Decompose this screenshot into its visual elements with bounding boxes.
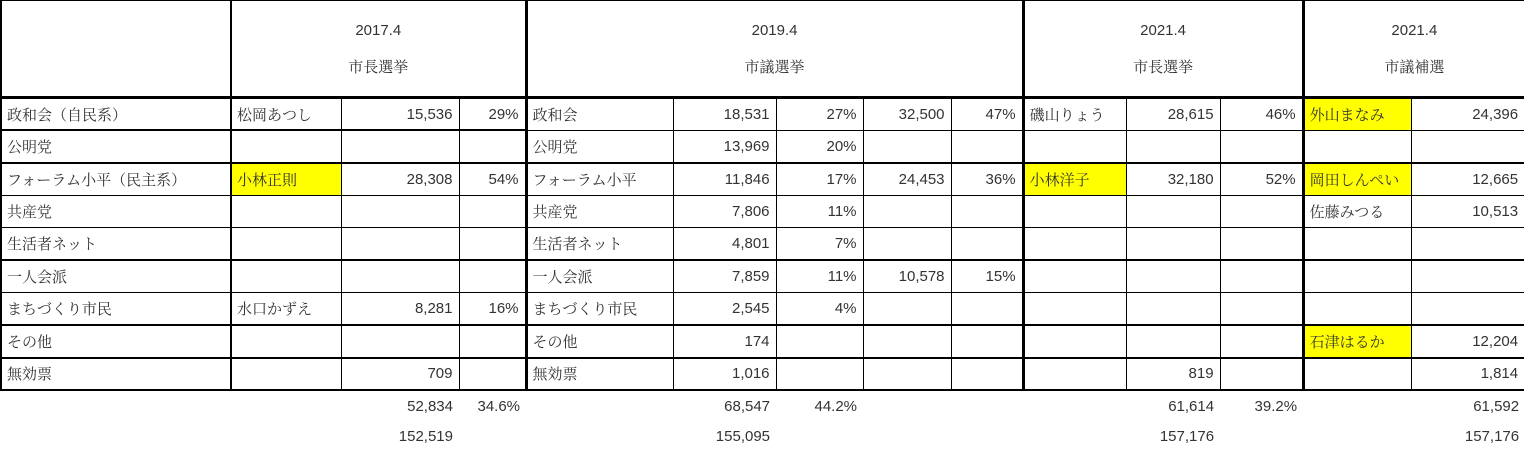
percent-cell [1220, 195, 1303, 228]
votes-cell: 18,531 [673, 98, 776, 131]
empty-cell [863, 390, 951, 421]
candidate-cell: 小林洋子 [1023, 163, 1126, 196]
percent-cell: 7% [776, 228, 863, 261]
percent-cell: 4% [776, 293, 863, 326]
percent-cell: 17% [776, 163, 863, 196]
percent-cell: 20% [776, 130, 863, 163]
party-label-cell: 共産党 [526, 195, 673, 228]
votes-cell: 1,814 [1411, 358, 1524, 391]
votes-cell: 7,806 [673, 195, 776, 228]
party-label-cell: 政和会（自民系） [1, 98, 231, 131]
votes-cell [1126, 228, 1220, 261]
candidate-cell [231, 130, 341, 163]
votes-cell: 32,180 [1126, 163, 1220, 196]
votes-cell [863, 130, 951, 163]
percent-cell: 46% [1220, 98, 1303, 131]
turnout-percent-cell: 34.6% [477, 397, 521, 415]
percent-cell: 54% [459, 163, 526, 196]
party-label-cell: その他 [526, 325, 673, 358]
total-votes-cell: 68,547 [724, 397, 771, 415]
percent-cell: 15% [951, 260, 1023, 293]
candidate-cell [231, 260, 341, 293]
header-section-2019.4-市議選挙 [526, 1, 1023, 98]
empty-cell [776, 421, 863, 452]
votes-cell: 1,016 [673, 358, 776, 391]
header-election-kind: 市議選挙 [744, 58, 805, 76]
table-row [1, 260, 1524, 293]
candidate-cell [1023, 228, 1126, 261]
empty-cell [1023, 421, 1126, 452]
header-section-2021.4-市長選挙 [1023, 1, 1303, 98]
table-row [1, 358, 1524, 391]
votes-cell: 11,846 [673, 163, 776, 196]
party-label-cell: 公明党 [526, 130, 673, 163]
votes-cell [341, 228, 459, 261]
header-corner-cell [1, 1, 231, 98]
empty-cell [526, 390, 673, 421]
votes-cell [1126, 293, 1220, 326]
percent-cell: 11% [776, 195, 863, 228]
party-label-cell: 無効票 [1, 358, 231, 391]
total-votes-cell: 52,834 [407, 397, 453, 415]
total-votes-cell: 155,095 [715, 428, 771, 445]
header-election-kind: 市長選挙 [1133, 58, 1194, 76]
empty-cell [231, 390, 341, 421]
votes-cell [1126, 325, 1220, 358]
empty-cell [863, 421, 951, 452]
votes-cell: 7,859 [673, 260, 776, 293]
percent-cell: 47% [951, 98, 1023, 131]
empty-cell [1220, 421, 1303, 452]
empty-cell [1, 421, 231, 452]
candidate-cell [1023, 325, 1126, 358]
candidate-cell [231, 195, 341, 228]
header-date: 2017.4 [355, 21, 402, 39]
percent-cell: 36% [951, 163, 1023, 196]
votes-cell: 28,615 [1126, 98, 1220, 131]
percent-cell [951, 130, 1023, 163]
votes-cell: 2,545 [673, 293, 776, 326]
header-date: 2021.4 [1140, 21, 1187, 39]
empty-cell [951, 390, 1023, 421]
candidate-cell [1023, 358, 1126, 391]
table-row [1, 325, 1524, 358]
table-row [1, 130, 1524, 163]
total-votes-cell: 157,176 [1159, 428, 1215, 445]
percent-cell [459, 325, 526, 358]
votes-cell [863, 358, 951, 391]
header-row [1, 1, 1524, 98]
percent-cell [1220, 228, 1303, 261]
percent-cell: 11% [776, 260, 863, 293]
votes-cell [341, 130, 459, 163]
party-label-cell: まちづくり市民 [1, 293, 231, 326]
candidate-cell [1303, 130, 1411, 163]
candidate-cell [1023, 260, 1126, 293]
votes-cell [341, 195, 459, 228]
candidate-cell: 岡田しんぺい [1303, 163, 1411, 196]
candidate-cell [1303, 293, 1411, 326]
candidate-cell [1303, 228, 1411, 261]
votes-cell: 13,969 [673, 130, 776, 163]
header-election-kind: 市長選挙 [348, 58, 409, 76]
percent-cell [1220, 325, 1303, 358]
percent-cell: 29% [459, 98, 526, 131]
empty-cell [951, 421, 1023, 452]
party-label-cell: 生活者ネット [1, 228, 231, 261]
votes-cell [1126, 130, 1220, 163]
percent-cell [951, 293, 1023, 326]
party-label-cell: 無効票 [526, 358, 673, 391]
candidate-cell [1023, 293, 1126, 326]
percent-cell [951, 325, 1023, 358]
percent-cell [776, 358, 863, 391]
total-votes-cell: 61,592 [1473, 397, 1520, 415]
votes-cell: 24,396 [1411, 98, 1524, 131]
party-label-cell: まちづくり市民 [526, 293, 673, 326]
turnout-percent-cell: 39.2% [1254, 397, 1298, 415]
total-votes-cell: 157,176 [1464, 428, 1520, 445]
votes-cell: 10,513 [1411, 195, 1524, 228]
empty-cell [231, 421, 341, 452]
party-label-cell: 共産党 [1, 195, 231, 228]
empty-cell [526, 421, 673, 452]
empty-cell [1023, 390, 1126, 421]
table-row [1, 293, 1524, 326]
header-date: 2019.4 [751, 21, 798, 39]
votes-cell: 12,204 [1411, 325, 1524, 358]
votes-cell: 174 [673, 325, 776, 358]
candidate-cell [231, 228, 341, 261]
votes-cell: 819 [1126, 358, 1220, 391]
turnout-percent-cell: 44.2% [814, 397, 858, 415]
totals-row [1, 390, 1524, 421]
header-election-kind: 市議補選 [1384, 58, 1445, 76]
votes-cell: 32,500 [863, 98, 951, 131]
party-label-cell: フォーラム小平 [526, 163, 673, 196]
votes-cell: 709 [341, 358, 459, 391]
candidate-cell: 外山まなみ [1303, 98, 1411, 131]
votes-cell: 12,665 [1411, 163, 1524, 196]
percent-cell [459, 358, 526, 391]
header-date: 2021.4 [1391, 21, 1438, 39]
votes-cell [863, 195, 951, 228]
votes-cell [1411, 293, 1524, 326]
votes-cell: 28,308 [341, 163, 459, 196]
votes-cell [341, 260, 459, 293]
table-row [1, 98, 1524, 131]
votes-cell [1411, 260, 1524, 293]
votes-cell [341, 325, 459, 358]
percent-cell: 16% [459, 293, 526, 326]
table-row [1, 228, 1524, 261]
percent-cell: 27% [776, 98, 863, 131]
candidate-cell [231, 358, 341, 391]
percent-cell [459, 195, 526, 228]
percent-cell [951, 195, 1023, 228]
votes-cell: 24,453 [863, 163, 951, 196]
header-section-2017.4-市長選挙 [231, 1, 526, 98]
candidate-cell [1303, 260, 1411, 293]
votes-cell [863, 325, 951, 358]
votes-cell [1126, 195, 1220, 228]
total-votes-cell: 61,614 [1168, 397, 1215, 415]
votes-cell [863, 293, 951, 326]
table-row [1, 163, 1524, 196]
party-label-cell: 生活者ネット [526, 228, 673, 261]
votes-cell [1126, 260, 1220, 293]
percent-cell [1220, 260, 1303, 293]
votes-cell [863, 228, 951, 261]
candidate-cell: 磯山りょう [1023, 98, 1126, 131]
candidate-cell: 佐藤みつる [1303, 195, 1411, 228]
percent-cell [1220, 358, 1303, 391]
total-votes-cell: 152,519 [398, 428, 453, 445]
percent-cell [1220, 293, 1303, 326]
empty-cell [1, 390, 231, 421]
percent-cell [459, 228, 526, 261]
votes-cell: 15,536 [341, 98, 459, 131]
party-label-cell: 公明党 [1, 130, 231, 163]
party-label-cell: その他 [1, 325, 231, 358]
percent-cell [776, 325, 863, 358]
candidate-cell: 小林正則 [231, 163, 341, 196]
votes-cell: 4,801 [673, 228, 776, 261]
percent-cell [951, 228, 1023, 261]
votes-cell: 8,281 [341, 293, 459, 326]
percent-cell [459, 130, 526, 163]
empty-cell [459, 421, 526, 452]
empty-cell [1303, 390, 1411, 421]
party-label-cell: 一人会派 [526, 260, 673, 293]
candidate-cell [1303, 358, 1411, 391]
header-section-2021.4-市議補選 [1303, 1, 1524, 98]
candidate-cell [1023, 195, 1126, 228]
party-label-cell: 政和会 [526, 98, 673, 131]
percent-cell [951, 358, 1023, 391]
candidate-cell [231, 325, 341, 358]
totals-row [1, 421, 1524, 452]
empty-cell [1303, 421, 1411, 452]
party-label-cell: フォーラム小平（民主系） [1, 163, 231, 196]
candidate-cell: 水口かずえ [231, 293, 341, 326]
votes-cell: 10,578 [863, 260, 951, 293]
candidate-cell: 松岡あつし [231, 98, 341, 131]
party-label-cell: 一人会派 [1, 260, 231, 293]
table-row [1, 195, 1524, 228]
votes-cell [1411, 228, 1524, 261]
percent-cell [459, 260, 526, 293]
candidate-cell: 石津はるか [1303, 325, 1411, 358]
percent-cell [1220, 130, 1303, 163]
candidate-cell [1023, 130, 1126, 163]
percent-cell: 52% [1220, 163, 1303, 196]
votes-cell [1411, 130, 1524, 163]
